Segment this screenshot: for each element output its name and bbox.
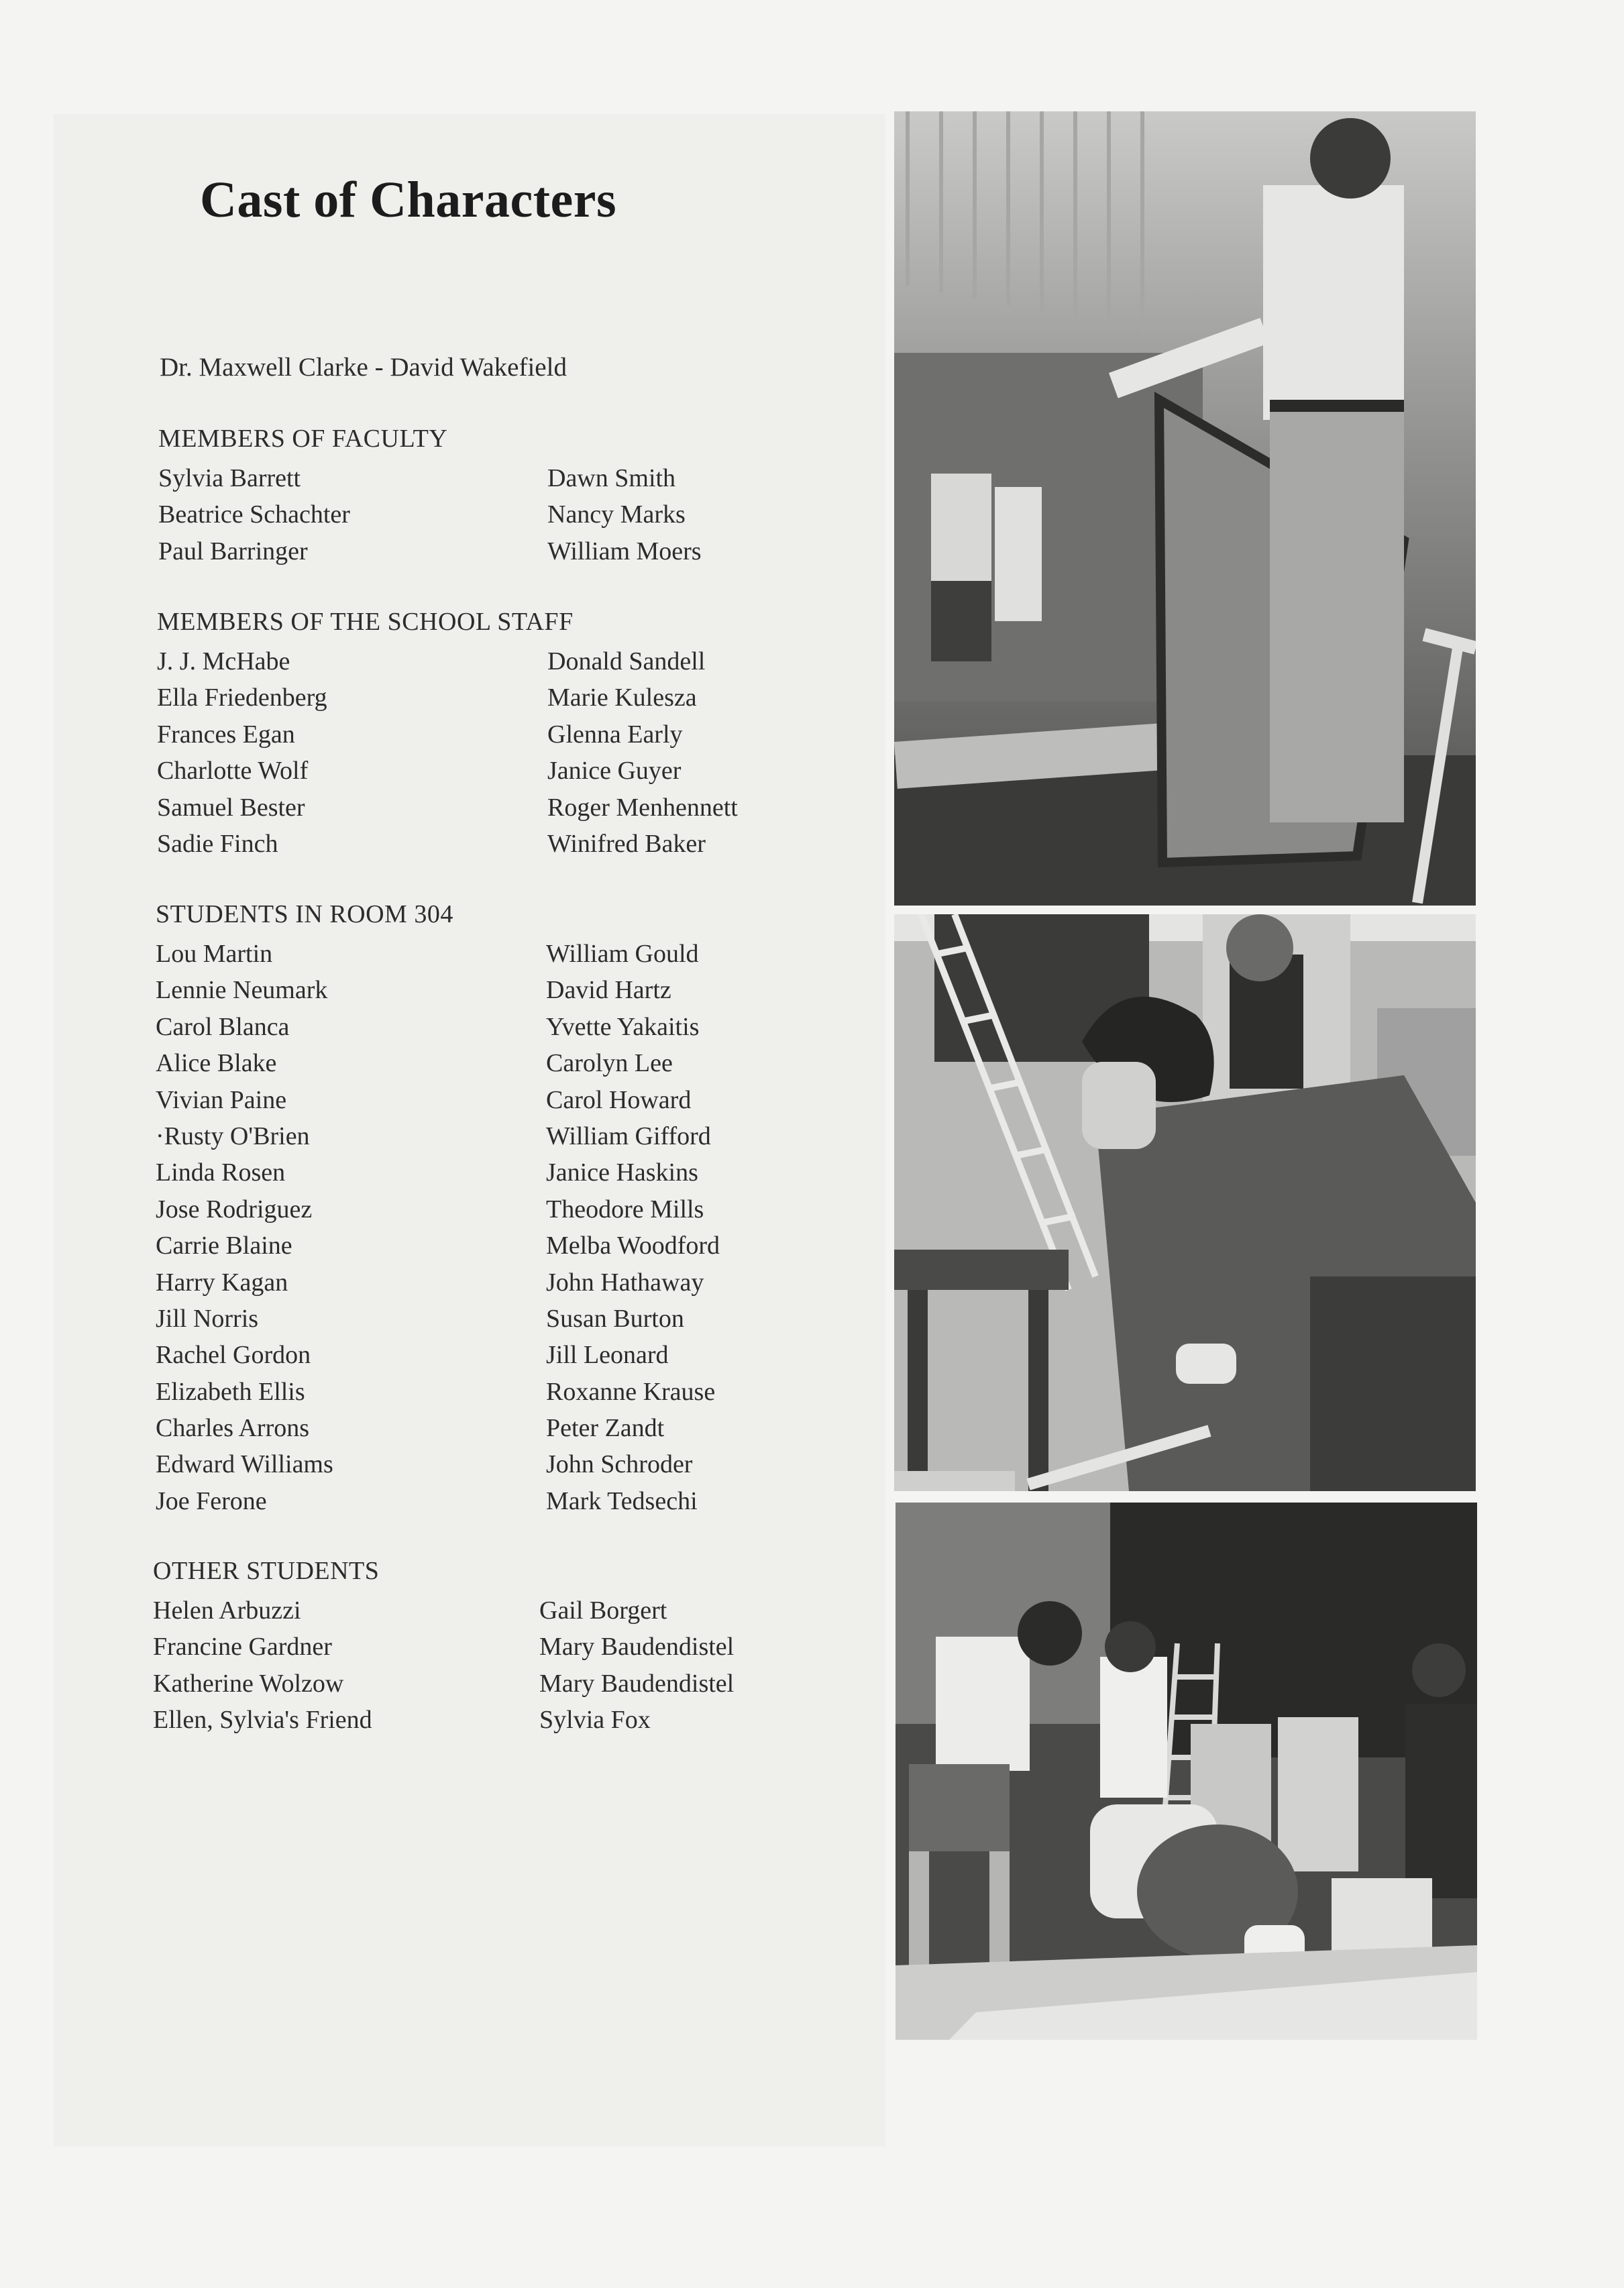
cast-name: Yvette Yakaitis <box>546 1012 700 1041</box>
section-heading: MEMBERS OF FACULTY <box>158 425 448 453</box>
cast-name: Harry Kagan <box>156 1268 288 1297</box>
cast-name: Lou Martin <box>156 940 273 968</box>
staff-left-column <box>157 643 327 862</box>
cast-name: Jill Norris <box>156 1304 259 1333</box>
other-left-column <box>153 1592 372 1739</box>
cast-name: Mary Baudendistel <box>539 1633 735 1661</box>
students-right-column <box>546 936 720 1519</box>
cast-name: Helen Arbuzzi <box>153 1596 301 1625</box>
cast-name: Ellen, Sylvia's Friend <box>153 1706 372 1735</box>
photo-painting <box>894 914 1476 1491</box>
cast-name: Francine Gardner <box>153 1633 332 1661</box>
section-heading: STUDENTS IN ROOM 304 <box>156 900 453 928</box>
cast-name: John Schroder <box>546 1450 693 1479</box>
cast-name: Roger Menhennett <box>547 793 738 822</box>
cast-name: William Gifford <box>546 1122 711 1150</box>
cast-name: Dawn Smith <box>547 464 676 492</box>
cast-name: J. J. McHabe <box>157 647 290 675</box>
cast-name: Joe Ferone <box>156 1486 267 1515</box>
cast-name: Nancy Marks <box>547 500 686 529</box>
photo-stage-crew <box>894 111 1476 906</box>
cast-name: Carrie Blaine <box>156 1232 292 1260</box>
cast-name: Janice Guyer <box>547 757 682 785</box>
cast-name: Ella Friedenberg <box>157 684 327 712</box>
cast-name: Gail Borgert <box>539 1596 667 1625</box>
cast-name: William Gould <box>546 940 699 968</box>
photo-crew-floor <box>896 1503 1477 2040</box>
cast-name: Frances Egan <box>157 720 295 749</box>
photo-crew-floor-image <box>896 1503 1477 2040</box>
cast-name: David Hartz <box>546 976 671 1005</box>
cast-name: Jill Leonard <box>546 1341 669 1370</box>
cast-name: Jose Rodriguez <box>156 1195 313 1223</box>
photo-stage-crew-image <box>894 111 1476 906</box>
faculty-right-column <box>547 460 702 569</box>
lead-role: Dr. Maxwell Clarke - David Wakefield <box>160 353 567 382</box>
cast-name: Theodore Mills <box>546 1195 704 1223</box>
staff-right-column <box>547 643 738 862</box>
cast-name: William Moers <box>547 537 702 565</box>
cast-name: ·Rusty O'Brien <box>156 1122 310 1150</box>
cast-name: Glenna Early <box>547 720 683 749</box>
cast-name: Sylvia Fox <box>539 1706 651 1735</box>
other-right-column <box>539 1592 734 1739</box>
cast-name: Charles Arrons <box>156 1414 310 1443</box>
cast-name: Linda Rosen <box>156 1158 286 1187</box>
cast-name: Carol Blanca <box>156 1012 290 1041</box>
cast-name: Sylvia Barrett <box>158 464 301 492</box>
cast-name: Janice Haskins <box>546 1158 698 1187</box>
cast-name: Peter Zandt <box>546 1414 665 1443</box>
cast-name: Mary Baudendistel <box>539 1669 735 1698</box>
students-left-column <box>156 936 333 1519</box>
section-heading: OTHER STUDENTS <box>153 1557 380 1585</box>
cast-name: Melba Woodford <box>546 1232 720 1260</box>
cast-name: Edward Williams <box>156 1450 333 1479</box>
section-heading: MEMBERS OF THE SCHOOL STAFF <box>157 608 574 636</box>
cast-name: Carol Howard <box>546 1085 692 1114</box>
photo-painting-image <box>894 914 1476 1491</box>
cast-name: Elizabeth Ellis <box>156 1377 305 1406</box>
cast-name: Marie Kulesza <box>547 684 697 712</box>
cast-name: Winifred Baker <box>547 829 706 858</box>
cast-name: Charlotte Wolf <box>157 757 309 785</box>
cast-name: Mark Tedsechi <box>546 1486 698 1515</box>
cast-name: Rachel Gordon <box>156 1341 311 1370</box>
cast-name: Sadie Finch <box>157 829 278 858</box>
cast-name: Carolyn Lee <box>546 1049 673 1078</box>
cast-name: Donald Sandell <box>547 647 706 675</box>
cast-name: Alice Blake <box>156 1049 277 1078</box>
cast-name: Paul Barringer <box>158 537 308 565</box>
cast-name: Roxanne Krause <box>546 1377 716 1406</box>
cast-name: Lennie Neumark <box>156 976 328 1005</box>
cast-name: Susan Burton <box>546 1304 684 1333</box>
cast-name: Katherine Wolzow <box>153 1669 344 1698</box>
cast-name: John Hathaway <box>546 1268 704 1297</box>
cast-name: Vivian Paine <box>156 1085 287 1114</box>
page-title: Cast of Characters <box>200 172 617 228</box>
cast-name: Samuel Bester <box>157 793 305 822</box>
cast-name: Beatrice Schachter <box>158 500 350 529</box>
faculty-left-column <box>158 460 350 569</box>
